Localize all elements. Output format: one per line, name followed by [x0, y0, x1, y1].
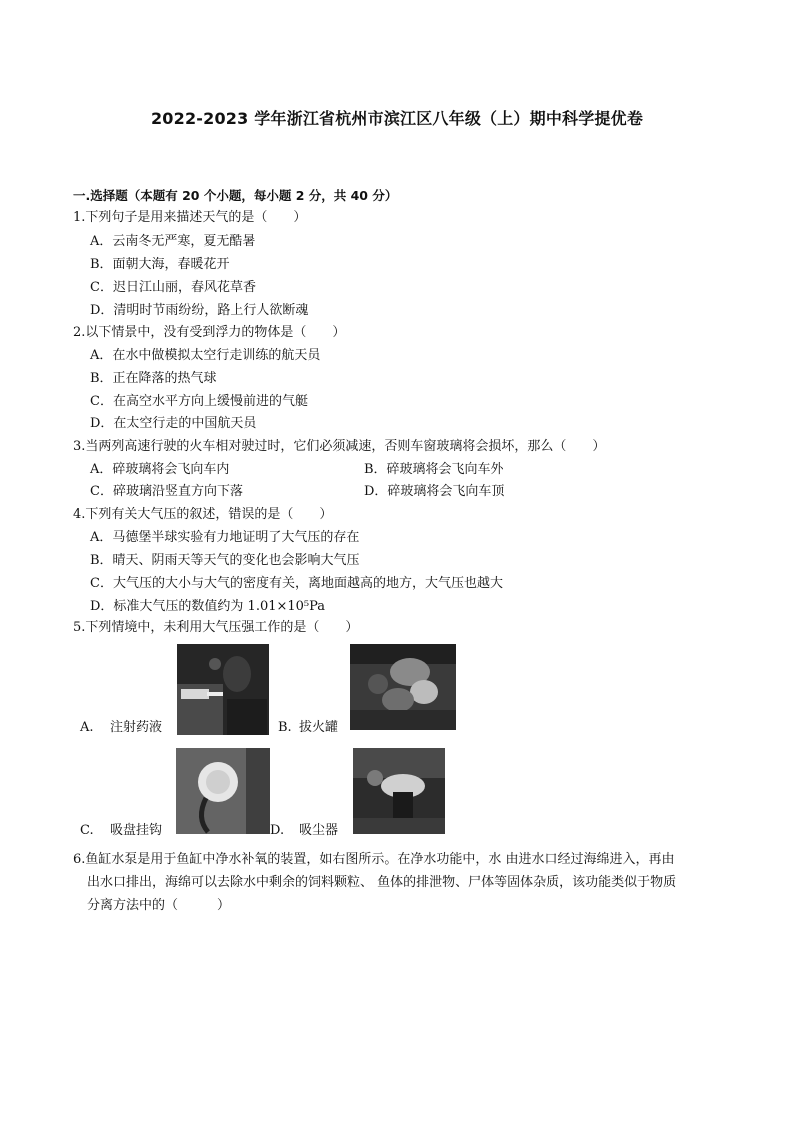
question-5-option-d-text: 吸尘器	[299, 823, 339, 838]
question-4-option-c: C．大气压的大小与大气的密度有关，离地面越高的地方，大气压也越大	[90, 576, 503, 591]
question-3-stem: 3.当两列高速行驶的火车相对驶过时，它们必须减速，否则车窗玻璃将会损坏，那么（ ）	[73, 439, 606, 454]
question-1-option-a: A．云南冬无严寒，夏无酷暑	[90, 234, 256, 249]
injection-photo	[177, 644, 269, 735]
question-1-option-d: D．清明时节雨纷纷，路上行人欲断魂	[90, 303, 309, 318]
question-6-stem-line-1: 6.鱼缸水泵是用于鱼缸中净水补氧的装置，如右图所示。在净水功能中，水 由进水口经过海绵进入，再由	[73, 852, 675, 867]
question-3-option-c: C．碎玻璃沿竖直方向下落	[90, 484, 243, 499]
question-2-option-d: D．在太空行走的中国航天员	[90, 416, 257, 431]
question-5-option-a-text: 注射药液	[110, 720, 163, 735]
question-3-option-a: A．碎玻璃将会飞向车内	[90, 462, 230, 477]
question-6-stem-line-2: 出水口排出，海绵可以去除水中剩余的饲料颗粒、 鱼体的排泄物、尸体等固体杂质，该功能类似于物质	[87, 875, 677, 890]
question-5-option-d-letter: D.	[270, 823, 285, 838]
question-4-option-d: D．标准大气压的数值约为 1.01×10⁵Pa	[90, 599, 326, 614]
vacuum-cleaner-photo	[353, 748, 445, 834]
suction-hook-photo	[176, 748, 270, 834]
question-2-option-b: B．正在降落的热气球	[90, 371, 217, 386]
question-1-option-b: B．面朝大海，春暖花开	[90, 257, 230, 272]
exam-title: 2022-2023 学年浙江省杭州市滨江区八年级（上）期中科学提优卷	[150, 109, 644, 128]
question-3-option-d: D．碎玻璃将会飞向车顶	[364, 484, 505, 499]
question-2-stem: 2.以下情景中，没有受到浮力的物体是（ ）	[73, 325, 346, 340]
question-1-stem: 1.下列句子是用来描述天气的是（ ）	[73, 210, 307, 225]
question-5-option-b-letter: B.	[278, 720, 292, 735]
question-5-stem: 5.下列情境中，未利用大气压强工作的是（ ）	[73, 620, 359, 635]
question-5-option-b-text: 拔火罐	[299, 720, 339, 735]
section-heading: 一.选择题（本题有 20 个小题，每小题 2 分，共 40 分）	[73, 188, 398, 203]
question-4-option-b: B．晴天、阴雨天等天气的变化也会影响大气压	[90, 553, 360, 568]
question-5-option-a-letter: A.	[80, 720, 94, 735]
question-1-option-c: C．迟日江山丽，春风花草香	[90, 280, 256, 295]
cupping-photo	[350, 644, 456, 730]
question-5-option-c-letter: C.	[80, 823, 94, 838]
question-2-option-a: A．在水中做模拟太空行走训练的航天员	[90, 348, 321, 363]
question-6-stem-line-3: 分离方法中的（ ）	[87, 898, 231, 913]
question-4-option-a: A．马德堡半球实验有力地证明了大气压的存在	[90, 530, 360, 545]
question-5-option-c-text: 吸盘挂钩	[110, 823, 163, 838]
question-4-stem: 4.下列有关大气压的叙述，错误的是（ ）	[73, 507, 333, 522]
question-3-option-b: B．碎玻璃将会飞向车外	[364, 462, 504, 477]
question-2-option-c: C．在高空水平方向上缓慢前进的气艇	[90, 394, 308, 409]
